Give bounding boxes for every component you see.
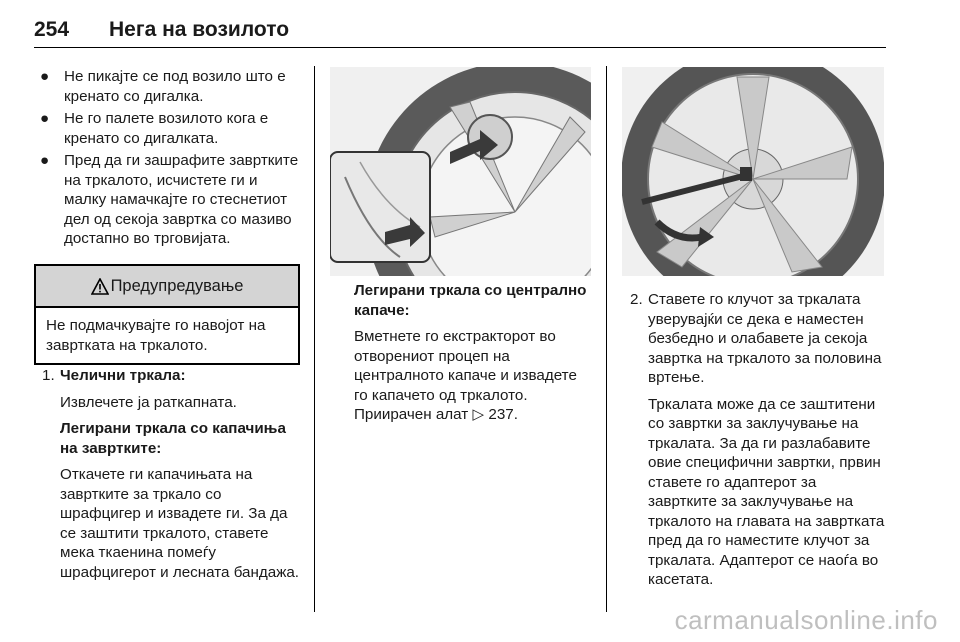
section-text: [354, 327, 594, 425]
bullet-text: Пред да ги зашрафите завртките на тркалото, исчистете ги и малку намачкајте го стеснетиот дел од секоја завртка со мазиво достапно во трговијата.: [64, 152, 299, 247]
step-title: Челични тркала:: [60, 367, 186, 384]
wheel-wrench-illustration: [622, 67, 884, 276]
warning-box: [34, 264, 300, 365]
warning-triangle-icon: [91, 278, 109, 295]
bullet-item: ● Не го палете возилото кога е кренато со дигалката.: [40, 110, 269, 147]
header-rule: [34, 47, 886, 48]
middle-text: [354, 281, 594, 432]
step-number: 2.: [630, 291, 643, 308]
bullet-text: Не пикајте се под возило што е кренато со дигалка.: [64, 68, 286, 105]
step-1: [34, 366, 304, 589]
step-subtitle: Легирани тркала со капачиња на завртките:: [60, 420, 286, 457]
warning-text: Не подмачкувајте го навојот на завртката на тркалото.: [46, 317, 266, 354]
section-subtitle: Легирани тркала со централно капаче:: [354, 282, 587, 319]
bullet-item: ● Пред да ги зашрафите завртките на тркалото, исчистете ги и малку намачкајте го стеснетиот дел од секоја завртка со мазиво достапно во трговијата.: [40, 152, 299, 247]
bullet-text: Не го палете возилото кога е кренато со дигалката.: [64, 110, 269, 147]
column-divider-right: [606, 66, 607, 612]
page-reference: 237.: [488, 406, 518, 423]
column-divider-left: [314, 66, 315, 612]
body-text: Вметнете го екстракторот во отворениот процеп на централното капаче и извадете го капачето од тркалото. Приирачен алат: [354, 328, 577, 423]
warning-title: Предупредување: [110, 276, 244, 295]
step-text: Тркалата може да се заштитени со завртки за заклучување на тркалата. За да ги разлабавите овие специфични завртки, првин ставете го адаптерот за завртките за заклучување на тркалото на главата на завртката пред да го наместите клучот за тркалата. Адаптерот се наоѓа во касетата.: [648, 395, 885, 588]
step-text: Ставете го клучот за тркалата уверувајќи се дека е наместен безбедно и олабавете ја секоја завртка на тркалото за половина вртење.: [648, 291, 882, 386]
left-column: [34, 67, 302, 252]
page-number: 254: [34, 18, 70, 41]
arrow-reference-icon: ▷: [472, 406, 485, 423]
step-2: [622, 290, 888, 597]
page-title: Нега на возилото: [109, 18, 290, 41]
page-header: [34, 18, 289, 42]
step-text: Извлечете ја раткапната.: [60, 393, 237, 411]
step-number: 1.: [42, 367, 55, 384]
warning-header: [36, 266, 298, 308]
bullet-item: ● Не пикајте се под возило што е кренато со дигалка.: [40, 68, 286, 105]
wheel-cap-illustration: [330, 67, 591, 276]
watermark: carmanualsonline.info: [674, 605, 938, 635]
step-text: Откачете ги капачињата на завртките за тркало со шрафцигер и извадете ги. За да се заштити тркалото, ставете мека ткаенина помеѓу шрафцигерот и лесната бандажа.: [60, 466, 300, 581]
